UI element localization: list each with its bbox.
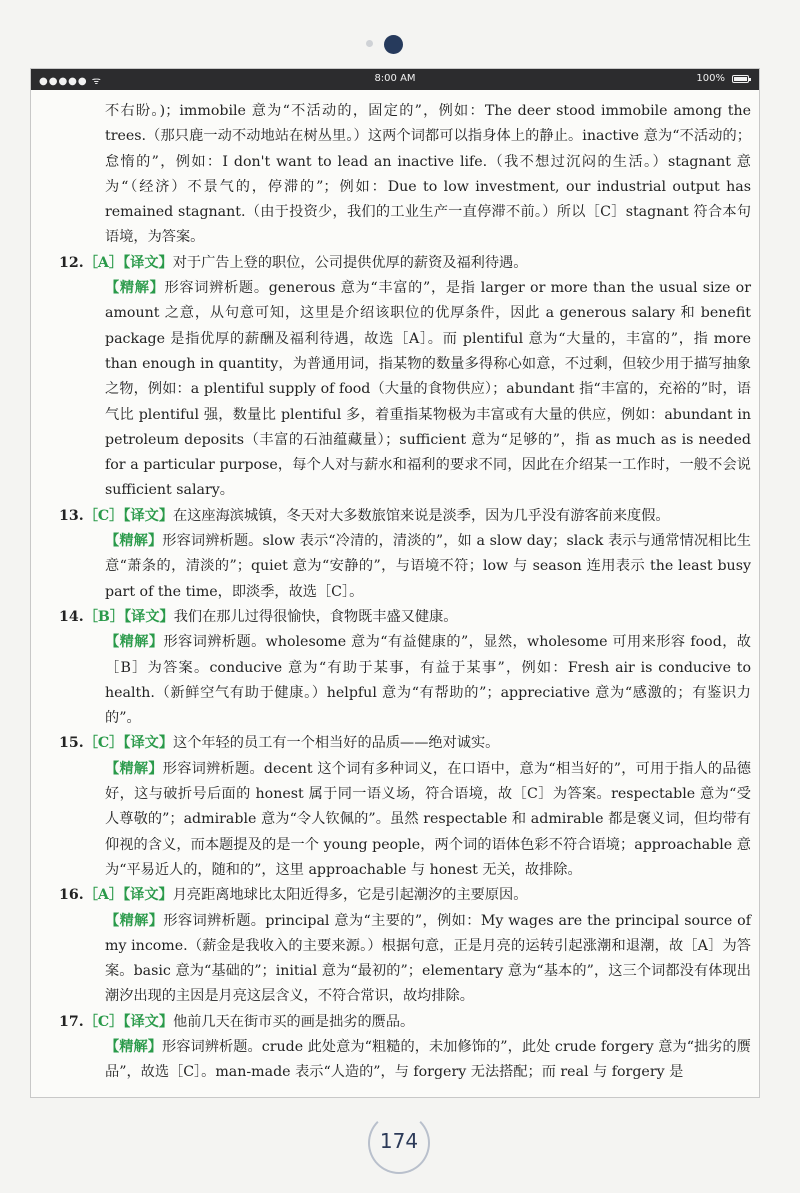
tablet-screen [30,68,760,1098]
question-15-explanation: 【精解】形容词辨析题。decent 这个词有多种词义，在口语中，意为“相当好的”，可用于指人的品德好，这与破折号后面的 honest 属于同一语义场，符合语境，故［C］为答案。respectable 意为“受人尊敬的”；admirable 意为“令人钦佩的”。虽然 respectable 和 admirable 都是褒义词，但均带有仰视的含义，而本题提及的是一个 young people，两个词的语体色彩不符合语境；approachable 意为“平易近人的，随和的”，这里 approachable 与 honest 无关，故排除。 [105,760,751,878]
signal-indicator: ●●●●● ᯤ [39,76,102,87]
camera-icon [384,35,403,54]
question-13-explanation: 【精解】形容词辨析题。slow 表示“冷清的，清淡的”，如 a slow day；slack 表示与通常情况相比生意“萧条的，清淡的”；quiet 意为“安静的”，与语境不符；low 与 season 连用表示 the least busy part of the time，即淡季，故选［C］。 [105,533,751,600]
question-17-explanation: 【精解】形容词辨析题。crude 此处意为“粗糙的，未加修饰的”，此处 crude forgery 意为“拙劣的赝品”，故选［C］。man-made 表示“人造的”，与 forgery 无法搭配；而 real 与 forgery 是 [105,1038,751,1081]
camera-sensor-icon [366,40,373,47]
continued-explanation: 不右盼。)；immobile 意为“不活动的，固定的”，例如：The deer stood immobile among the trees.（那只鹿一动不动地站在树丛里。）这两个词都可以指身体上的静止。inactive 意为“不活动的；怠惰的”，例如：I don't want to lead an inactive life.（我不想过沉闷的生活。）stagnant 意为“（经济）不景气的，停滞的”；例如：Due to low investment, our industrial output has remained stagnant.（由于投资少，我们的工业生产一直停滞不前。）所以［C］stagnant 符合本句语境，为答案。 [105,103,751,246]
status-time: 8:00 AM [374,73,416,84]
question-16-explanation: 【精解】形容词辨析题。principal 意为“主要的”，例如：My wages are the principal source of my income.（薪金是我收入的主要来源。）根据句意，正是月亮的运转引起涨潮和退潮，故［A］为答案。basic 意为“基础的”；initial 意为“最初的”；elementary 意为“基本的”，这三个词都没有体现出潮汐出现的主因是月亮这层含义，不符合常识，故均排除。 [105,912,751,1005]
question-15-translation: 15.［C］【译文】这个年轻的员工有一个相当好的品质——绝对诚实。 [59,735,500,752]
question-16-translation: 16.［A］【译文】月亮距离地球比太阳近得多，它是引起潮汐的主要原因。 [59,887,528,904]
question-13-translation: 13.［C］【译文】在这座海滨城镇，冬天对大多数旅馆来说是淡季，因为几乎没有游客前来度假。 [59,507,670,524]
question-12-explanation: 【精解】形容词辨析题。generous 意为“丰富的”，是指 larger or more than the usual size or amount 之意，从句意可知，这里是介绍该职位的优厚条件，因此 a generous salary 和 benefit package 是指优厚的薪酬及福利待遇，故选［A］。而 plentiful 意为“大量的，丰富的”，指 more than enough in quantity，为普通用词，指某物的数量多得称心如意，不过剩，但较少用于描写抽象之物，例如：a plentiful supply of food（大量的食物供应）；abundant 指“丰富的，充裕的”时，语气比 plentiful 强，数量比 plentiful 多，着重指某物极为丰富或有大量的供应，例如：abundant in petroleum deposits（丰富的石油蕴藏量）；sufficient 意为“足够的”，指 as much as is needed for a particular purpose，每个人对与薪水和福利的要求不同，因此在介绍某一工作时，一般不会说 sufficient salary。 [105,280,751,499]
question-17-translation: 17.［C］【译文】他前几天在街市买的画是拙劣的赝品。 [59,1013,415,1030]
question-12-translation: 12.［A］【译文】对于广告上登的职位，公司提供优厚的薪资及福利待遇。 [59,254,528,271]
battery-percent: 100% [696,73,725,84]
answer-key-text [45,99,751,1086]
status-bar [31,69,759,90]
question-14-translation: 14.［B］【译文】我们在那儿过得很愉快，食物既丰盛又健康。 [59,608,458,625]
page-number: 174 [379,1129,419,1153]
question-14-explanation: 【精解】形容词辨析题。wholesome 意为“有益健康的”，显然，wholesome 可用来形容 food，故［B］为答案。conducive 意为“有助于某事，有益于某事”，例如：Fresh air is conducive to health.（新鲜空气有助于健康。）helpful 意为“有帮助的”；appreciative 意为“感激的；有鉴识力的”。 [105,634,751,727]
battery-icon [732,75,749,83]
